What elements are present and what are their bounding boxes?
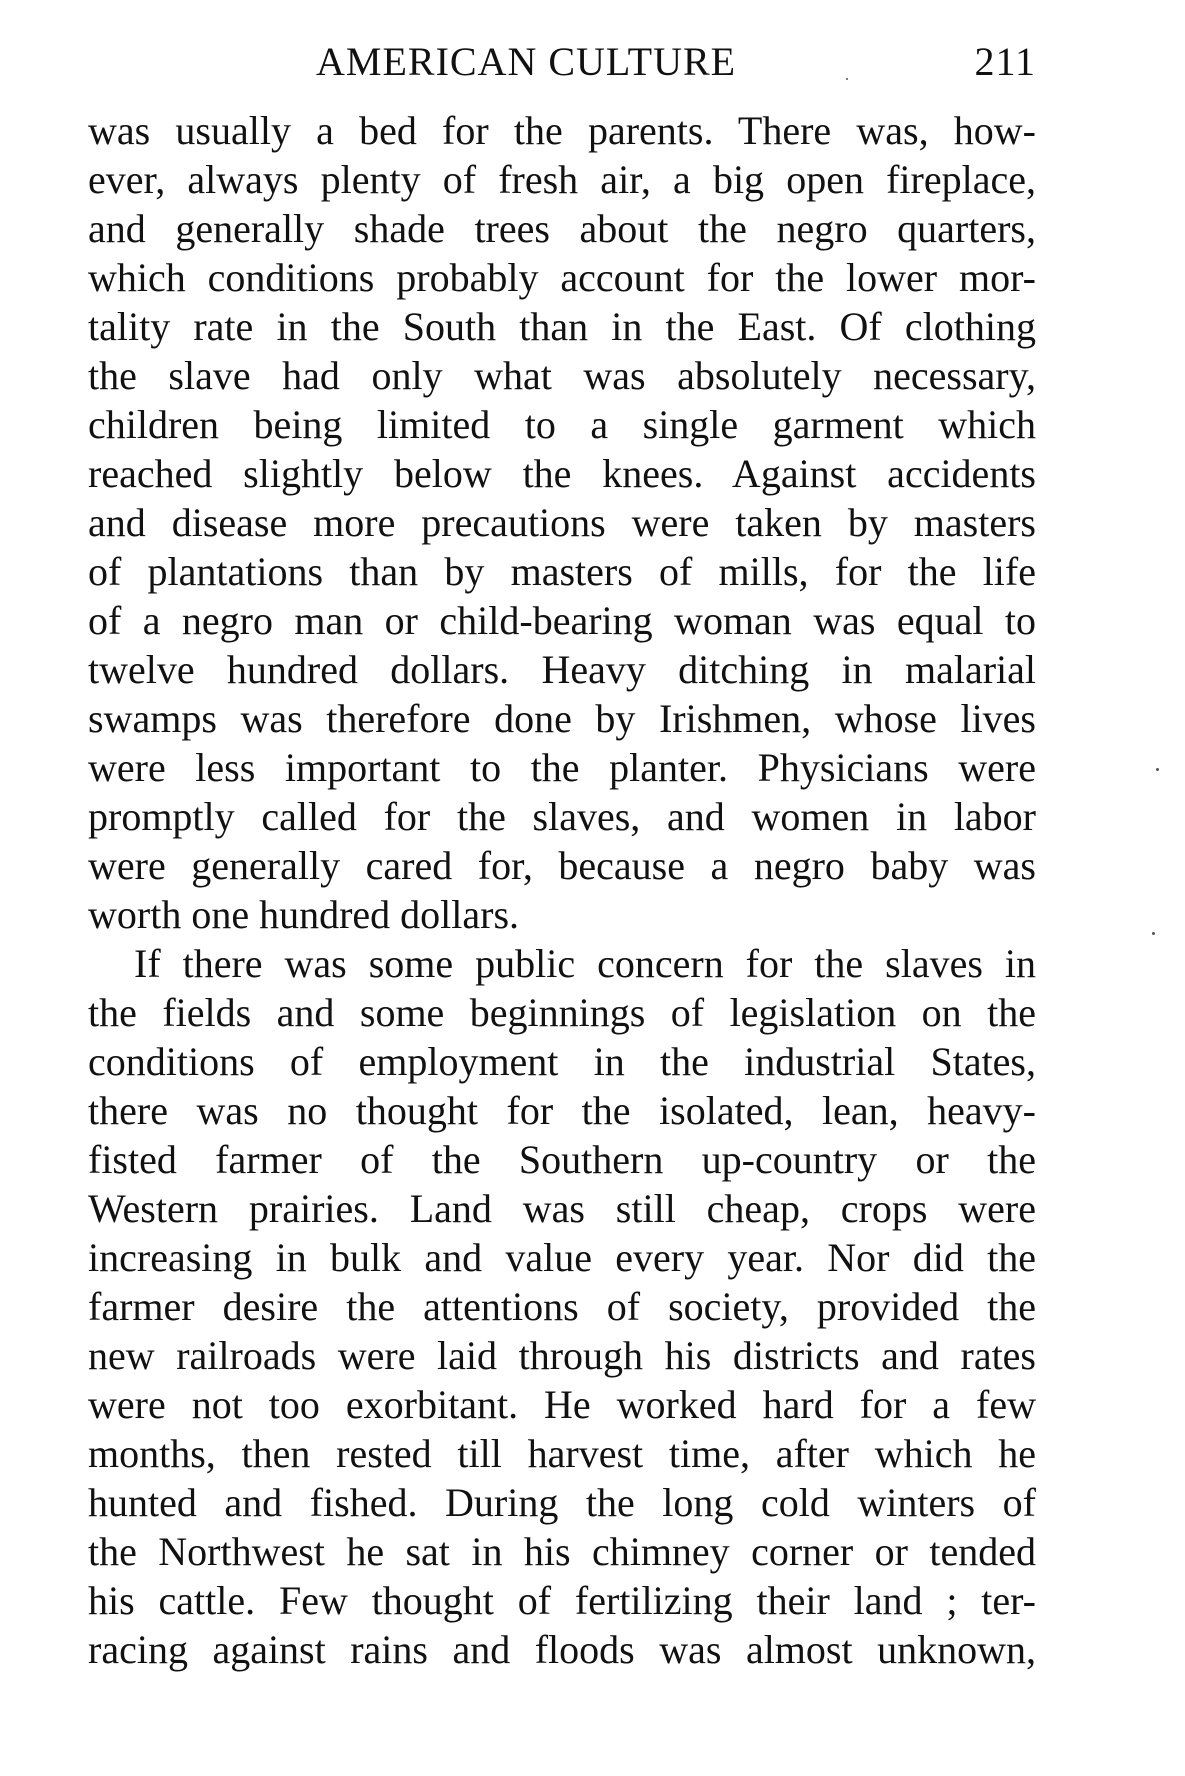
text-line: and disease more precautions were taken by masters (88, 500, 1036, 545)
text-line: were less important to the planter. Physicians were (88, 745, 1036, 790)
text-line: the slave had only what was absolutely necessary, (88, 353, 1036, 398)
running-head-title: AMERICAN CULTURE (316, 39, 737, 84)
print-speck (846, 78, 848, 80)
text-line: promptly called for the slaves, and women in labor (88, 794, 1036, 839)
text-line: Western prairies. Land was still cheap, crops were (88, 1186, 1036, 1231)
text-line: the fields and some beginnings of legislation on the (88, 990, 1036, 1035)
text-line: If there was some public concern for the slaves in (134, 941, 1036, 986)
print-speck (1152, 932, 1155, 935)
text-line: there was no thought for the isolated, lean, heavy- (88, 1088, 1036, 1133)
text-line: was usually a bed for the parents. There was, how- (88, 108, 1036, 153)
text-line: swamps was therefore done by Irishmen, whose lives (88, 696, 1036, 741)
text-line: increasing in bulk and value every year. Nor did the (88, 1235, 1036, 1280)
body-text (88, 106, 1036, 1674)
text-line: reached slightly below the knees. Against accidents (88, 451, 1036, 496)
text-line: of plantations than by masters of mills, for the life (88, 549, 1036, 594)
text-line: conditions of employment in the industrial States, (88, 1039, 1036, 1084)
text-line: of a negro man or child-bearing woman was equal to (88, 598, 1036, 643)
page-number: 211 (974, 39, 1036, 84)
text-line: children being limited to a single garment which (88, 402, 1036, 447)
text-line: his cattle. Few thought of fertilizing their land ; ter- (88, 1578, 1036, 1623)
text-line: ever, always plenty of fresh air, a big open fireplace, (88, 157, 1036, 202)
text-line: twelve hundred dollars. Heavy ditching in malarial (88, 647, 1036, 692)
text-line: worth one hundred dollars. (88, 892, 520, 937)
text-line: tality rate in the South than in the East. Of clothing (88, 304, 1036, 349)
text-line: and generally shade trees about the negro quarters, (88, 206, 1036, 251)
text-line: farmer desire the attentions of society, provided the (88, 1284, 1036, 1329)
paragraph (88, 939, 1036, 1674)
text-line: new railroads were laid through his districts and rates (88, 1333, 1036, 1378)
text-line: hunted and fished. During the long cold winters of (88, 1480, 1036, 1525)
text-line: racing against rains and floods was almost unknown, (88, 1627, 1036, 1672)
text-line: months, then rested till harvest time, after which he (88, 1431, 1036, 1476)
print-speck (1156, 768, 1159, 771)
text-line: were generally cared for, because a negro baby was (88, 843, 1036, 888)
text-line: were not too exorbitant. He worked hard for a few (88, 1382, 1036, 1427)
text-line: the Northwest he sat in his chimney corner or tended (88, 1529, 1036, 1574)
paragraph (88, 106, 1036, 939)
running-head (88, 38, 1036, 94)
text-line: fisted farmer of the Southern up-country or the (88, 1137, 1036, 1182)
text-line: which conditions probably account for the lower mor- (88, 255, 1036, 300)
